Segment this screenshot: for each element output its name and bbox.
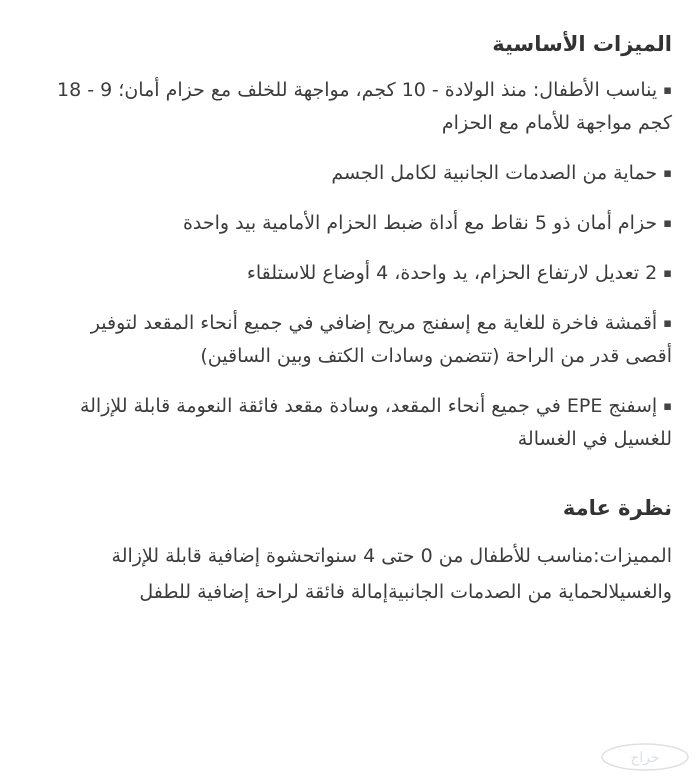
overview-section xyxy=(40,492,672,610)
haraj-watermark-logo xyxy=(600,742,690,772)
feature-text: أقمشة فاخرة للغاية مع إسفنج مريح إضافي في جميع أنحاء المقعد لتوفير أقصى قدر من الراحة (تتضمن وسادات الكتف وبين الساقين) xyxy=(90,312,672,367)
feature-text: حماية من الصدمات الجانبية لكامل الجسم xyxy=(331,162,658,184)
feature-text: حزام أمان ذو 5 نقاط مع أداة ضبط الحزام الأمامية بيد واحدة xyxy=(182,212,658,234)
feature-item xyxy=(40,157,672,190)
watermark-text: حراج xyxy=(630,750,660,766)
features-list xyxy=(40,74,672,456)
feature-item xyxy=(40,257,672,290)
bullet-icon: ▪ xyxy=(663,83,672,98)
bullet-icon: ▪ xyxy=(663,166,672,181)
feature-item xyxy=(40,390,672,456)
bullet-icon: ▪ xyxy=(663,399,672,414)
feature-text: 2 تعديل لارتفاع الحزام، يد واحدة، 4 أوضاع للاستلقاء xyxy=(246,262,658,284)
feature-text: إسفنج EPE في جميع أنحاء المقعد، وسادة مقعد فائقة النعومة قابلة للإزالة للغسيل في الغسالة xyxy=(79,395,672,450)
feature-text: يناسب الأطفال: منذ الولادة - 10 كجم، مواجهة للخلف مع حزام أمان؛ 9 - 18 كجم مواجهة للأمام مع الحزام xyxy=(57,79,672,134)
bullet-icon: ▪ xyxy=(663,316,672,331)
bullet-icon: ▪ xyxy=(663,266,672,281)
overview-title: نظرة عامة xyxy=(562,496,672,520)
features-title: الميزات الأساسية xyxy=(492,32,672,56)
bullet-icon: ▪ xyxy=(663,216,672,231)
feature-item xyxy=(40,207,672,240)
feature-item xyxy=(40,74,672,140)
feature-item xyxy=(40,307,672,373)
overview-text: المميزات:مناسب للأطفال من 0 حتى 4 سنواتحشوة إضافية قابلة للإزالة والغسيلالحماية من الصدمات الجانبيةإمالة فائقة لراحة إضافية للطفل xyxy=(111,545,672,603)
